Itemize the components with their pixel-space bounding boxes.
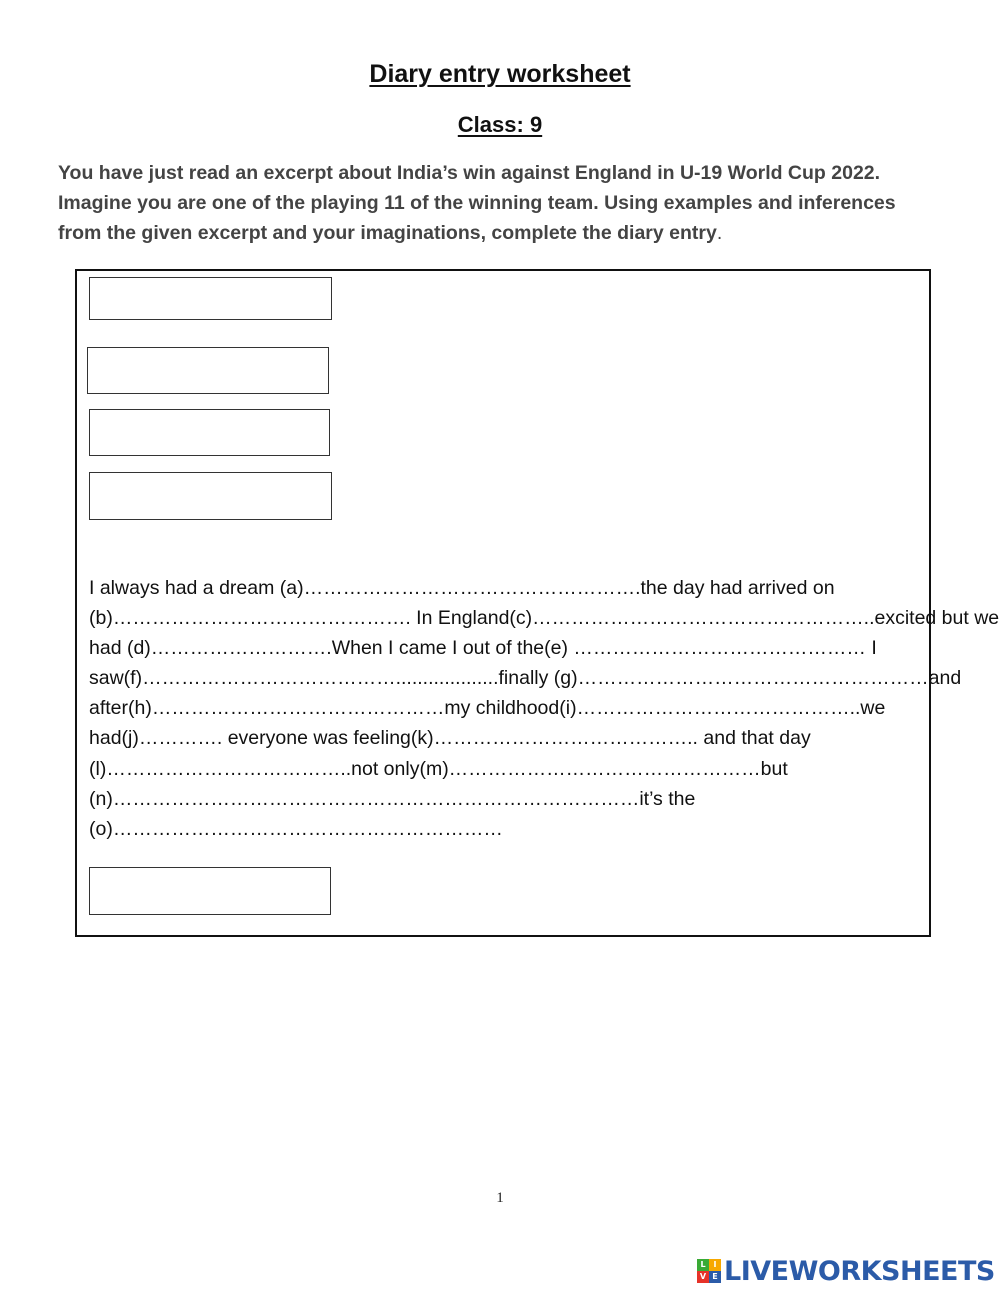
instructions-end-punct: . (716, 222, 723, 244)
day-input-box[interactable] (87, 347, 329, 394)
diary-line: had(j)…………. everyone was feeling(k)………………………………….. and that day (89, 727, 811, 750)
diary-line: (n)………………………………………………………………………it’s the (89, 787, 696, 810)
salutation-input-box[interactable] (89, 472, 332, 520)
diary-line: (b)………………………………………. In England(c)……………………………………………..excited but we (89, 607, 1000, 630)
diary-line: I always had a dream (a)…………………………………………….the day had arrived on (89, 577, 835, 599)
date-input-box[interactable] (89, 277, 332, 320)
diary-line: had (d)……………………….When I came I out of the(e) ……………………………………… I (89, 637, 877, 660)
instructions-line-2: Imagine you are one of the playing 11 of the winning team. Using examples and inferences (58, 192, 896, 214)
diary-entry-box (75, 269, 1000, 937)
class-label: Class: 9 (457, 112, 543, 137)
time-input-box[interactable] (89, 409, 330, 456)
worksheet-title: Diary entry worksheet (369, 60, 631, 88)
diary-line: after(h)………………………………………my childhood(i)……………………………………..we (89, 697, 886, 720)
instructions-line-3: from the given excerpt and your imaginations, complete the diary entry (58, 222, 717, 244)
logo-letter: E (709, 1271, 721, 1283)
instructions (58, 158, 938, 248)
diary-body-text (89, 573, 1000, 844)
diary-line: (o)…………………………………………………… (89, 817, 503, 840)
diary-line: (l)………………………………..not only(m)…………………………………………but (89, 757, 788, 780)
diary-line: saw(f)…………………………………...................finally (g)………………………………………………and (89, 667, 962, 690)
page-number: 1 (496, 1190, 504, 1206)
instructions-line-1: You have just read an excerpt about India’s win against England in U-19 World Cup 2022. (58, 162, 881, 184)
instructions-line-3-wrap (58, 218, 938, 248)
liveworksheets-logo-icon (697, 1259, 721, 1283)
logo-letter: V (697, 1271, 709, 1283)
logo-letter: I (709, 1259, 721, 1271)
brand-name: LIVEWORKSHEETS (724, 1255, 995, 1287)
liveworksheets-brand (697, 1254, 995, 1288)
signature-input-box[interactable] (89, 867, 331, 915)
logo-letter: L (697, 1259, 709, 1271)
